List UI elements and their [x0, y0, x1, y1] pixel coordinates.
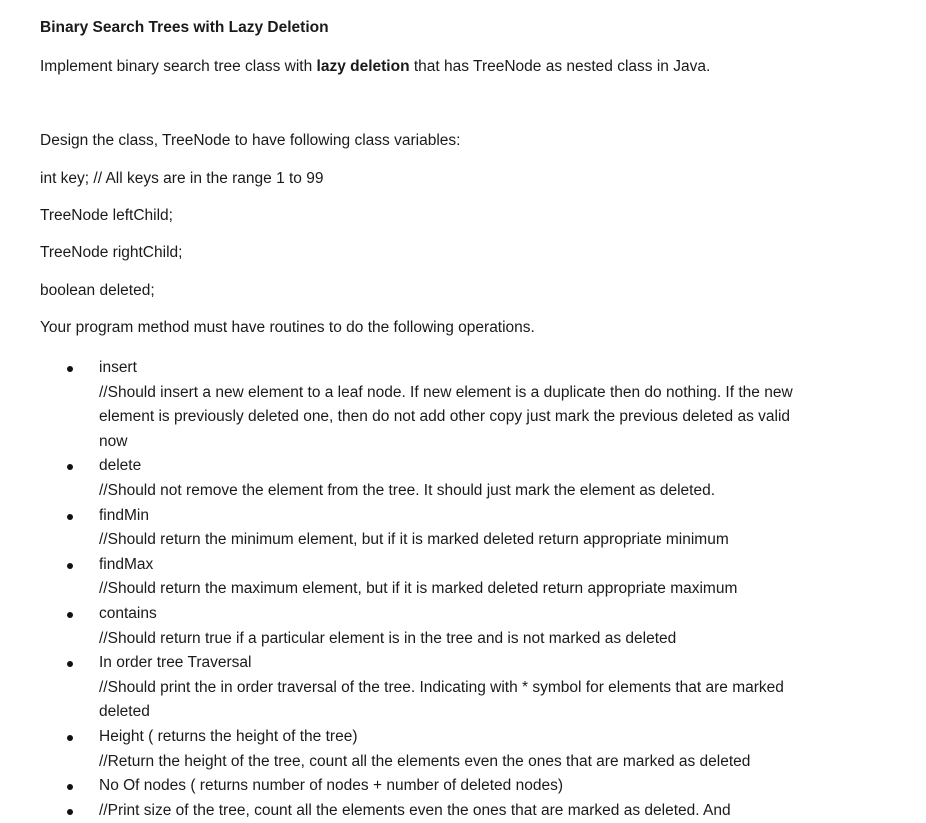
bullet-icon — [67, 563, 73, 569]
bullet-icon — [67, 809, 73, 815]
operation-find-max — [0, 553, 819, 602]
operation-name: insert — [99, 359, 137, 376]
variable-deleted: boolean deleted; — [40, 282, 155, 299]
design-paragraph: Design the class, TreeNode to have following class variables: — [40, 132, 461, 149]
bullet-icon — [67, 735, 73, 741]
operation-description: //Should return the maximum element, but if it is marked deleted return appropriate maximum — [99, 580, 738, 598]
variable-key: int key; // All keys are in the range 1 to 99 — [40, 170, 324, 187]
operation-contains — [0, 602, 819, 651]
operation-print-size — [0, 799, 819, 823]
operation-inorder-traversal — [0, 651, 819, 725]
bullet-icon — [67, 784, 73, 790]
operation-height — [0, 725, 819, 774]
operation-name: contains — [99, 604, 157, 622]
bullet-icon — [67, 464, 73, 470]
routines-paragraph: Your program method must have routines to do the following operations. — [40, 319, 535, 336]
operation-name: findMax — [99, 555, 154, 573]
operation-name: No Of nodes ( returns number of nodes + number of deleted nodes) — [99, 777, 563, 795]
operation-delete — [0, 454, 819, 503]
operation-insert — [0, 356, 819, 454]
variable-right-child: TreeNode rightChild; — [40, 244, 183, 261]
operation-name: delete — [99, 457, 142, 475]
operations-list — [0, 356, 926, 823]
variable-left-child: TreeNode leftChild; — [40, 207, 173, 224]
operation-description: //Should not remove the element from the tree. It should just mark the element as deleted. — [99, 481, 716, 499]
operation-no-of-nodes — [0, 774, 819, 799]
intro-text-end: that has TreeNode as nested class in Java. — [409, 58, 711, 75]
bullet-icon — [67, 612, 73, 618]
operation-description: //Should return the minimum element, but if it is marked deleted return appropriate minimum — [99, 531, 729, 549]
operation-find-min — [0, 504, 819, 553]
document-title: Binary Search Trees with Lazy Deletion — [40, 19, 329, 36]
operation-name: Height ( returns the height of the tree) — [99, 727, 358, 745]
operation-description: //Should return true if a particular element is in the tree and is not marked as deleted — [99, 629, 677, 647]
operation-name: //Print size of the tree, count all the elements even the ones that are marked as deleted. And — [99, 801, 731, 819]
intro-text-start: Implement binary search tree class with — [40, 58, 317, 75]
intro-paragraph — [40, 57, 710, 77]
bullet-icon — [67, 366, 73, 372]
operation-description: //Should insert a new element to a leaf node. If new element is a duplicate then do nothing. If the new element is previously deleted one, then do not add other copy just mark the previous deleted as valid now — [99, 383, 793, 450]
intro-bold-text: lazy deletion — [316, 58, 410, 75]
operation-name: findMin — [99, 506, 149, 524]
operation-description: //Return the height of the tree, count all the elements even the ones that are marked as deleted — [99, 752, 751, 770]
operation-description: //Should print the in order traversal of the tree. Indicating with * symbol for elements that are marked deleted — [99, 678, 784, 721]
operation-name: In order tree Traversal — [99, 654, 252, 672]
bullet-icon — [67, 514, 73, 520]
bullet-icon — [67, 661, 73, 667]
